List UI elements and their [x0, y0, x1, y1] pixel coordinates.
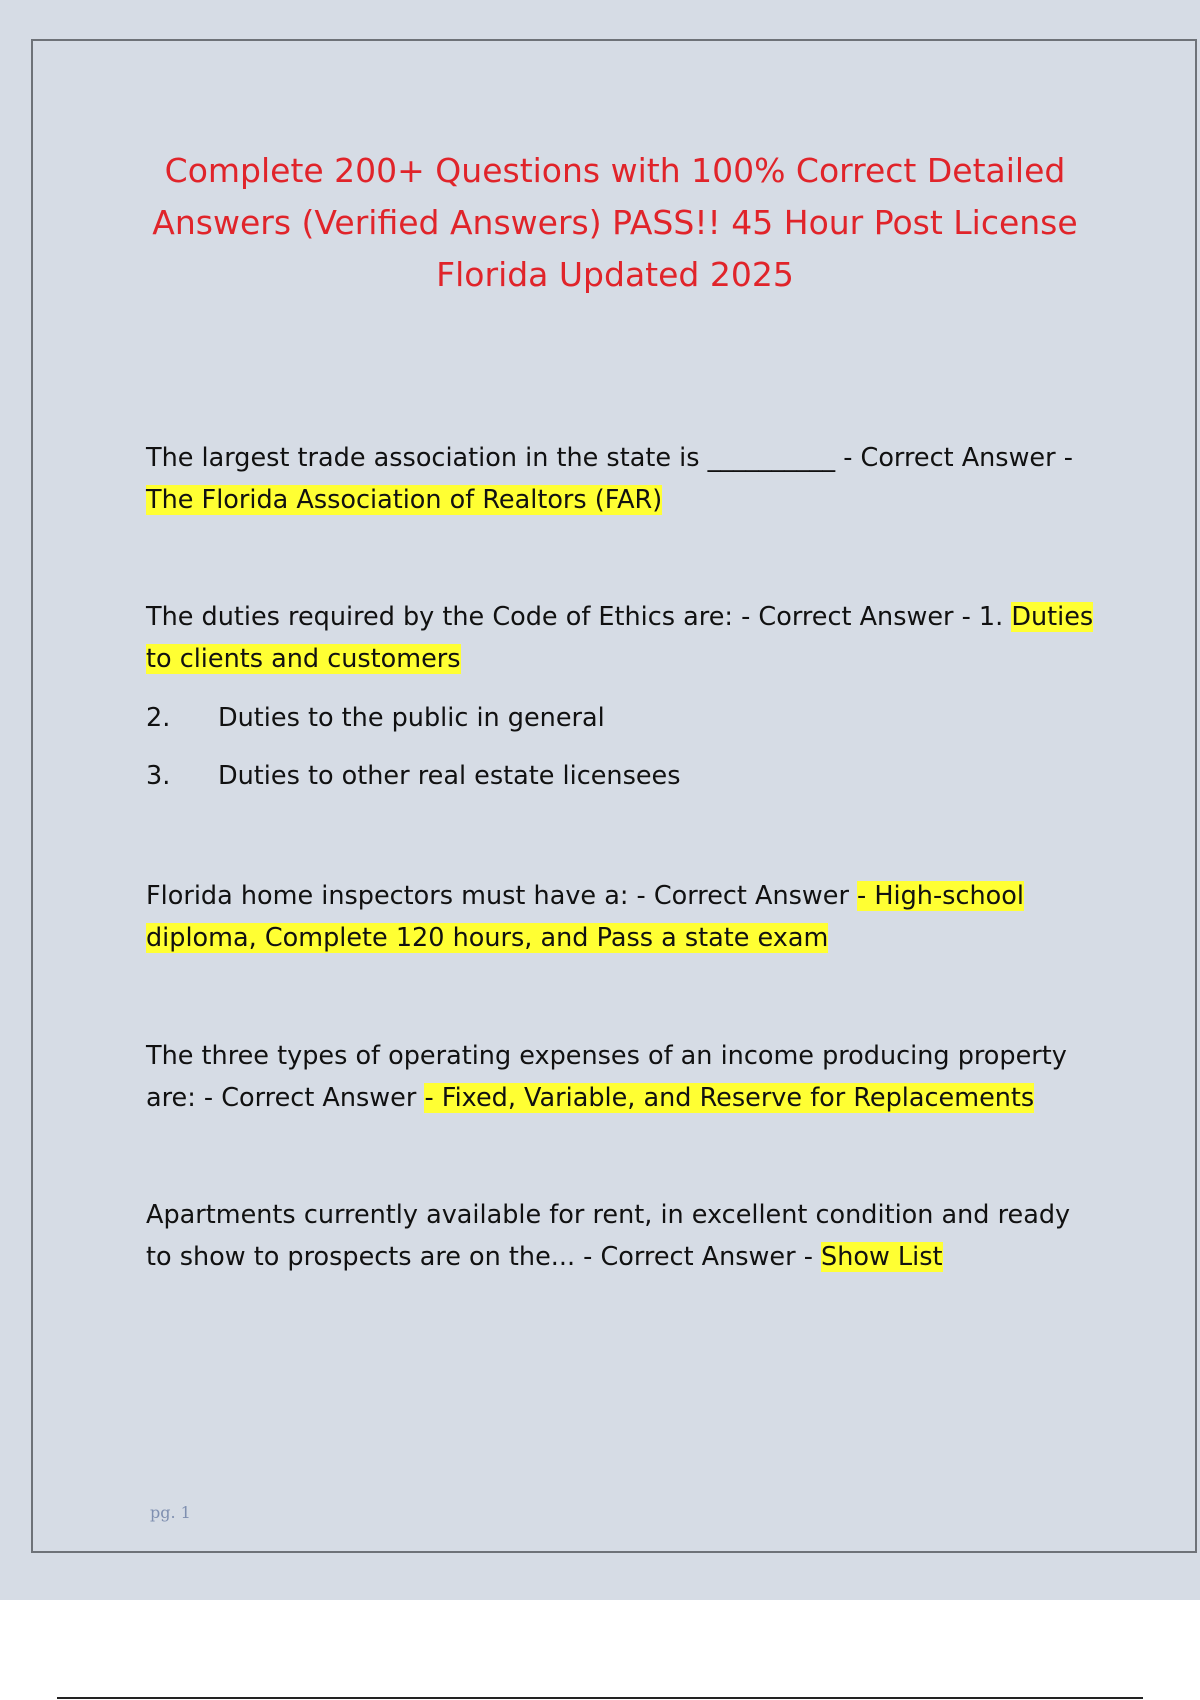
list-item — [146, 697, 605, 739]
qa-item-5 — [146, 1194, 1096, 1278]
list-item — [146, 755, 681, 797]
qa-item-1 — [146, 437, 1096, 521]
qa-item-3 — [146, 875, 1096, 959]
answer-highlight: The Florida Association of Realtors (FAR) — [146, 485, 663, 515]
answer-highlight: Show List — [821, 1242, 943, 1272]
bottom-divider — [57, 1697, 1143, 1699]
qa-item-4 — [146, 1035, 1096, 1119]
qa-item-2 — [146, 596, 1096, 680]
question-text: The duties required by the Code of Ethics are: - Correct Answer - 1. — [146, 602, 1012, 632]
question-text: Florida home inspectors must have a: - Correct Answer — [146, 881, 858, 911]
page-number: pg. 1 — [150, 1503, 191, 1522]
question-text: The three types of operating expenses of an income producing property are: - Correct Answer — [146, 1041, 1067, 1113]
list-number: 2. — [146, 703, 171, 733]
answer-highlight: - Fixed, Variable, and Reserve for Replacements — [424, 1083, 1035, 1113]
answer-highlight: Duties to clients and customers — [146, 602, 1094, 674]
list-text: Duties to other real estate licensees — [218, 761, 681, 791]
answer-highlight: - High-school diploma, Complete 120 hours, and Pass a state exam — [146, 881, 1024, 953]
list-number: 3. — [146, 761, 171, 791]
document-title: Complete 200+ Questions with 100% Correct Detailed Answers (Verified Answers) PASS!! 45 Hour Post License Florida Updated 2025 — [152, 151, 1078, 294]
list-text: Duties to the public in general — [218, 703, 605, 733]
question-text: Apartments currently available for rent, in excellent condition and ready to show to prospects are on the... - Correct Answer - — [146, 1200, 1071, 1272]
question-text: The largest trade association in the state is __________ - Correct Answer - — [146, 443, 1073, 473]
